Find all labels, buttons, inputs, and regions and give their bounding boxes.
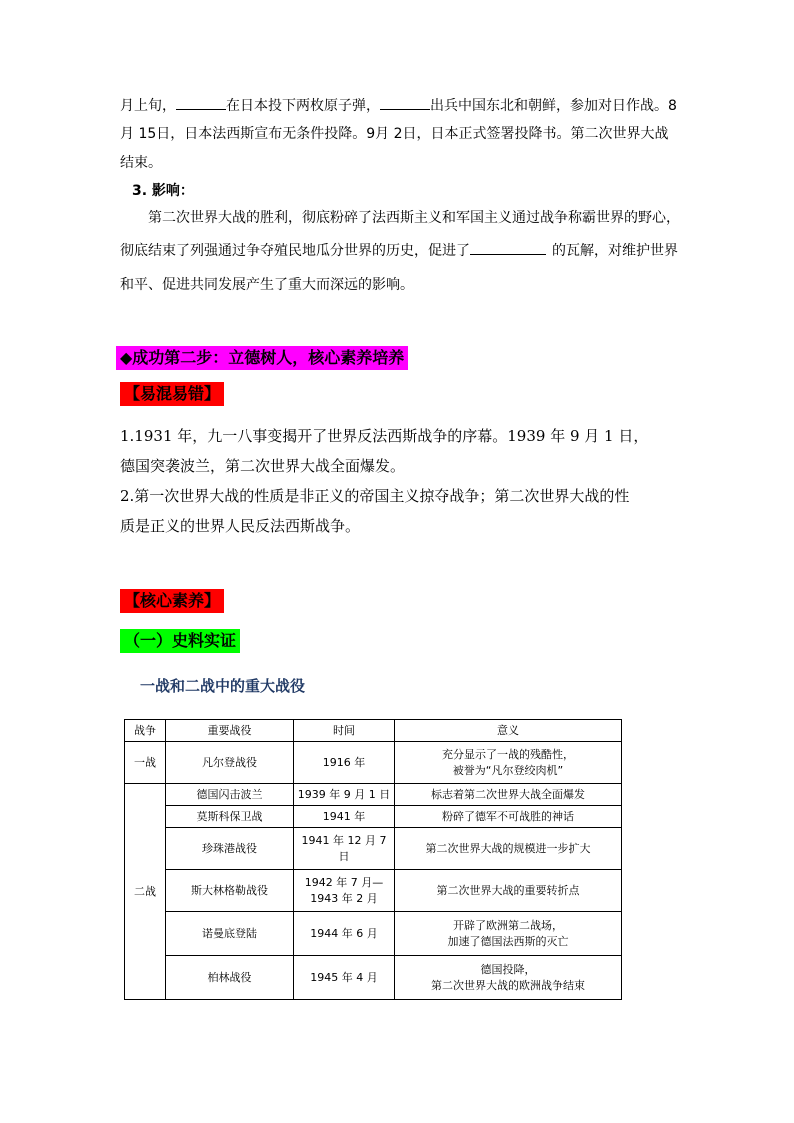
meaning-cell: 标志着第二次世界大战全面爆发: [395, 784, 622, 806]
meaning-line: 加速了德国法西斯的灭亡: [447, 934, 569, 948]
time-cell: 1944 年 6 月: [294, 912, 395, 956]
impact-line: 第二次世界大战的胜利，彻底粉碎了法西斯主义和军国主义通过战争称霸世界的野心，: [148, 210, 680, 226]
fill-blank[interactable]: [380, 95, 430, 110]
table-row: [125, 956, 622, 1000]
confusion-item: 2.第一次世界大战的性质是非正义的帝国主义掠夺战争；第二次世界大战的性: [120, 487, 630, 505]
text: 的瓦解，对维护世界: [552, 243, 678, 259]
header-cell: 时间: [294, 720, 395, 742]
battles-table: [124, 719, 622, 1000]
time-line: 日: [338, 849, 350, 863]
header-cell: 意义: [395, 720, 622, 742]
time-cell: [294, 828, 395, 870]
time-cell: 1945 年 4 月: [294, 956, 395, 1000]
battle-cell: 珍珠港战役: [166, 828, 294, 870]
time-line: 1942 年 7 月—: [304, 875, 384, 889]
meaning-cell: 粉碎了德军不可战胜的神话: [395, 806, 622, 828]
meaning-cell: [395, 912, 622, 956]
text: 出兵中国东北和朝鲜，参加对日作战。8: [430, 98, 677, 114]
meaning-cell: [395, 956, 622, 1000]
meaning-cell: 第二次世界大战的规模进一步扩大: [395, 828, 622, 870]
meaning-line: 被誉为“凡尔登绞肉机”: [452, 763, 564, 777]
table-row: [125, 784, 622, 806]
meaning-cell: 第二次世界大战的重要转折点: [395, 870, 622, 912]
fill-blank[interactable]: [176, 95, 226, 110]
confusion-item: 德国突袭波兰，第二次世界大战全面爆发。: [120, 457, 406, 475]
para-line: 月 15日，日本法西斯宣布无条件投降。9月 2日，日本正式签署投降书。第二次世界大战: [120, 126, 669, 142]
meaning-line: 充分显示了一战的残酷性，: [442, 747, 574, 761]
battle-cell: 凡尔登战役: [166, 742, 294, 784]
para-line: [120, 95, 680, 116]
battle-cell: 德国闪击波兰: [166, 784, 294, 806]
text: 彻底结束了列强通过争夺殖民地瓜分世界的历史，促进了: [120, 243, 470, 259]
table-row: [125, 806, 622, 828]
impact-line: 和平、促进共同发展产生了重大而深远的影响。: [120, 277, 414, 293]
meaning-line: 第二次世界大战的欧洲战争结束: [431, 978, 585, 992]
time-line: 1941 年 12 月 7: [301, 833, 387, 847]
step2-heading: ◆成功第二步：立德树人，核心素养培养: [116, 346, 408, 370]
table-row: [125, 870, 622, 912]
meaning-line: 德国投降，: [480, 962, 536, 976]
war-cell: 二战: [125, 784, 166, 1000]
meaning-cell: [395, 742, 622, 784]
time-cell: [294, 870, 395, 912]
text: 月上旬，: [120, 98, 176, 114]
table-title: 一战和二战中的重大战役: [140, 677, 306, 695]
text: 在日本投下两枚原子弹，: [226, 98, 380, 114]
header-cell: 重要战役: [166, 720, 294, 742]
time-cell: 1939 年 9 月 1 日: [294, 784, 395, 806]
fill-blank[interactable]: [470, 240, 546, 255]
confusion-item: 1.1931 年，九一八事变揭开了世界反法西斯战争的序幕。1939 年 9 月 1 日，: [120, 427, 649, 445]
header-cell: 战争: [125, 720, 166, 742]
battle-cell: 斯大林格勒战役: [166, 870, 294, 912]
table-row: [125, 828, 622, 870]
table-header-row: [125, 720, 622, 742]
evidence-label: （一）史料实证: [120, 629, 240, 653]
battle-cell: 柏林战役: [166, 956, 294, 1000]
time-line: 1943 年 2 月: [310, 891, 378, 905]
time-cell: 1941 年: [294, 806, 395, 828]
war-cell: 一战: [125, 742, 166, 784]
table-row: [125, 742, 622, 784]
battle-cell: 诺曼底登陆: [166, 912, 294, 956]
meaning-line: 开辟了欧洲第二战场，: [453, 918, 563, 932]
confusion-label: 【易混易错】: [120, 382, 224, 406]
table-row: [125, 912, 622, 956]
time-cell: 1916 年: [294, 742, 395, 784]
impact-line: [120, 240, 680, 261]
para-line: 结束。: [120, 155, 162, 171]
confusion-item: 质是正义的世界人民反法西斯战争。: [120, 517, 361, 535]
battle-cell: 莫斯科保卫战: [166, 806, 294, 828]
impact-heading: 3. 影响：: [132, 183, 194, 199]
core-label: 【核心素养】: [120, 589, 224, 613]
